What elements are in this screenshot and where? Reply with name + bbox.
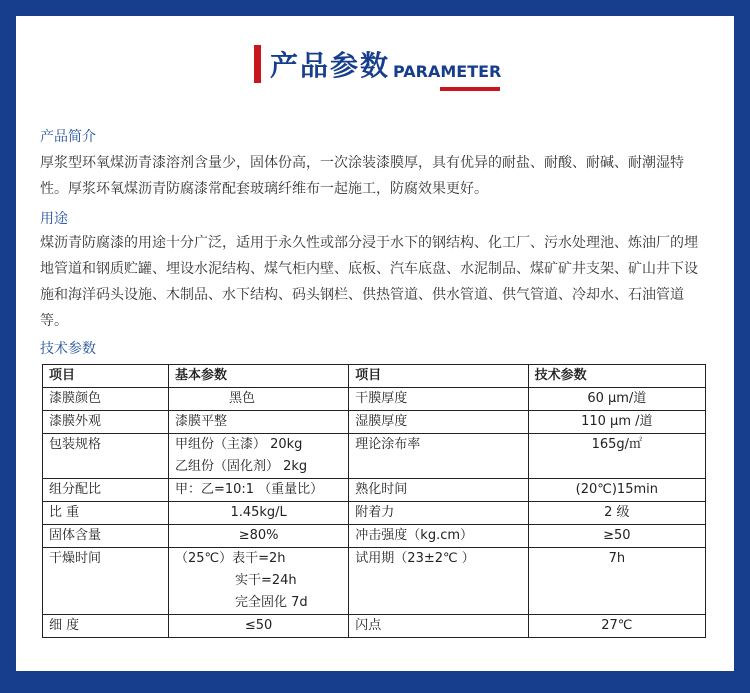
intro-text: 厚浆型环氧煤沥青漆溶剂含量少，固体份高，一次涂装漆膜厚，具有优异的耐盐、耐酸、耐碱、耐潮湿特性。厚浆环氧煤沥青防腐漆常配套玻璃纤维布一起施工，防腐效果更好。 (40, 155, 684, 197)
table-cell: 甲：乙=10:1 （重量比） (168, 479, 348, 502)
header-underline (440, 87, 500, 91)
table-cell: ≥50 (528, 525, 705, 548)
table-row (43, 502, 706, 525)
frame-top (0, 0, 750, 16)
table-header: 项目 (349, 365, 528, 388)
table-cell: 比 重 (43, 502, 169, 525)
table-cell: 细 度 (43, 615, 169, 638)
table-cell: 包装规格 (43, 434, 169, 479)
table-cell: 漆膜颜色 (43, 388, 169, 411)
intro-title: 产品简介 (40, 129, 96, 145)
table-cell (168, 548, 348, 615)
table-cell: 2 级 (528, 502, 705, 525)
table-cell: 附着力 (349, 502, 528, 525)
table-cell: 冲击强度（kg.cm） (349, 525, 528, 548)
table-cell: (20℃)15min (528, 479, 705, 502)
header-accent-bar (254, 45, 261, 83)
table-cell-line: 甲组份（主漆） 20kg (174, 437, 303, 452)
section-header (254, 42, 514, 92)
table-cell: 27℃ (528, 615, 705, 638)
table-cell: 1.45kg/L (168, 502, 348, 525)
table-cell: 7h (528, 548, 705, 615)
header-title-en: PARAMETER (393, 62, 502, 81)
table-row (43, 434, 706, 479)
table-row (43, 525, 706, 548)
header-title-cn: 产品参数 (270, 49, 391, 82)
table-cell: ≤50 (168, 615, 348, 638)
table-cell: 漆膜外观 (43, 411, 169, 434)
table-cell: 湿膜厚度 (349, 411, 528, 434)
table-header: 技术参数 (528, 365, 705, 388)
table-row (43, 388, 706, 411)
table-cell (168, 434, 348, 479)
table-cell: 闪点 (349, 615, 528, 638)
table-cell-line: 实干=24h (234, 573, 297, 588)
table-cell: 理论涂布率 (349, 434, 528, 479)
table-cell-line: 乙组份（固化剂） 2kg (174, 459, 308, 474)
content (40, 126, 708, 360)
table-header-row (43, 365, 706, 388)
table-cell: 干燥时间 (43, 548, 169, 615)
table-cell: 试用期（23±2℃ ） (349, 548, 528, 615)
table-header: 项目 (43, 365, 169, 388)
spec-title: 技术参数 (40, 341, 96, 357)
usage-text: 煤沥青防腐漆的用途十分广泛，适用于永久性或部分浸于水下的钢结构、化工厂、污水处理池、炼油厂的埋地管道和钢质贮罐、埋设水泥结构、煤气柜内壁、底板、汽车底盘、水泥制品、煤矿矿井支架、矿山井下设施和海洋码头设施、木制品、水下结构、码头钢栏、供热管道、供水管道、供气管道、冷却水、石油管道等。 (40, 235, 698, 329)
table-row (43, 548, 706, 615)
spec-table (42, 364, 706, 638)
frame-right (734, 0, 750, 693)
table-row (43, 615, 706, 638)
table-cell-line: 完全固化 7d (234, 595, 308, 610)
usage-title: 用途 (40, 211, 68, 227)
table-cell: 固体含量 (43, 525, 169, 548)
table-cell-line: （25℃）表干=2h (174, 551, 286, 566)
table-cell: 组分配比 (43, 479, 169, 502)
frame-bottom (0, 671, 750, 693)
table-cell: 165g/㎡ (528, 434, 705, 479)
frame-left (0, 0, 16, 693)
table-row (43, 411, 706, 434)
table-cell: 熟化时间 (349, 479, 528, 502)
table-header: 基本参数 (168, 365, 348, 388)
table-cell: 110 μm /道 (528, 411, 705, 434)
table-cell: 黑色 (168, 388, 348, 411)
table-cell: ≥80% (168, 525, 348, 548)
table-row (43, 479, 706, 502)
table-cell: 干膜厚度 (349, 388, 528, 411)
table-cell: 漆膜平整 (168, 411, 348, 434)
table-cell: 60 μm/道 (528, 388, 705, 411)
